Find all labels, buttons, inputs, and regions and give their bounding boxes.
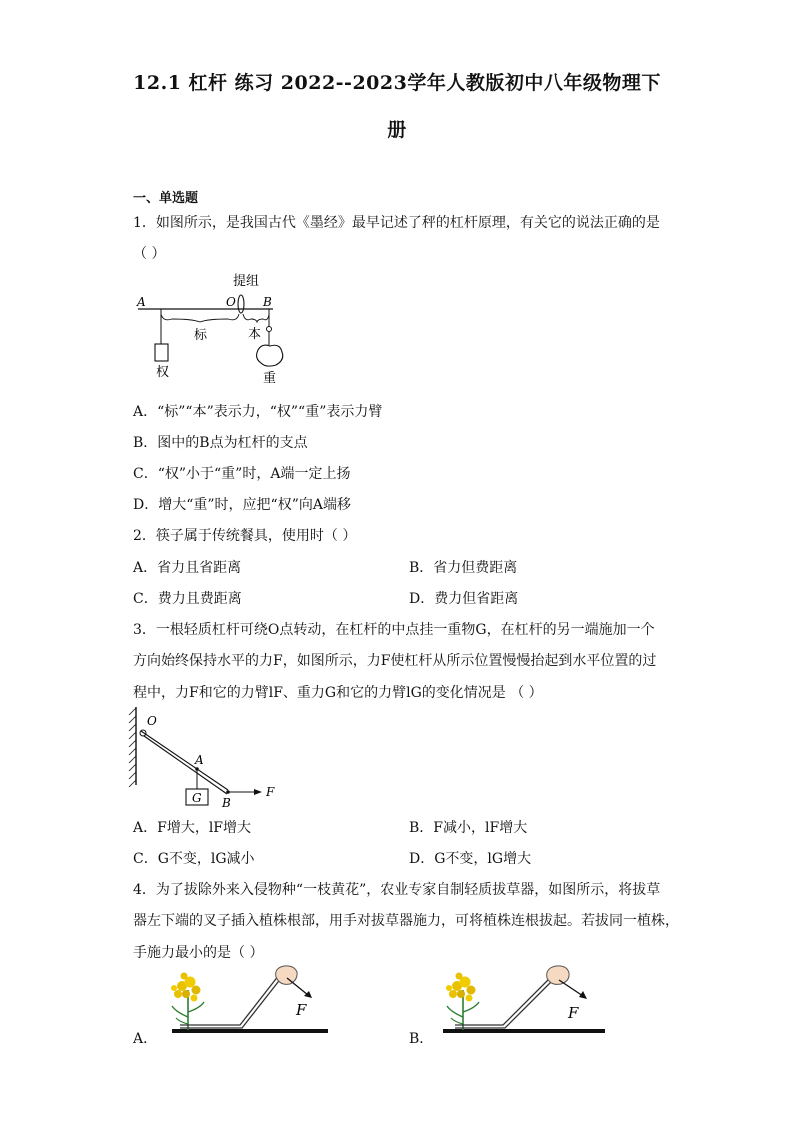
fig1-label-tizu: 提组: [233, 274, 260, 289]
fig1-counterweight: [155, 344, 168, 361]
goldenrod-plant: [171, 973, 204, 1031]
q1-steelyard-figure: [130, 270, 300, 388]
fig3-label-A: A: [195, 753, 204, 767]
fig3-label-F: F: [266, 785, 275, 799]
q4-stem: 4．为了拔除外来入侵物种“一枝黄花”，农业专家自制轻质拔草器，如图所示，将拔草: [133, 882, 661, 898]
q3-option-c: C．G不变，lG减小: [133, 851, 255, 867]
q1-option-c: C．“权”小于“重”时，A端一定上扬: [133, 466, 351, 482]
q4-option-a-label: A．: [133, 1031, 158, 1047]
force-arrow: [559, 980, 583, 996]
goldenrod-plant: [446, 973, 479, 1031]
q2-option-b: B．省力但费距离: [409, 560, 518, 576]
q4-option-b-figure: [435, 962, 610, 1042]
hand-icon: [276, 966, 297, 984]
section-heading: 一、单选题: [133, 191, 199, 206]
fig3-label-O: O: [147, 714, 157, 728]
q2-option-d: D．费力但省距离: [409, 591, 519, 607]
fig1-brace-ben: [243, 314, 269, 322]
q4-stem-cont: 器左下端的叉子插入植株根部，用手对拔草器施力，可将植株连根拔起。若拔同一植株，: [133, 913, 679, 929]
q1-option-d: D．增大“重”时，应把“权”向A端移: [133, 497, 351, 513]
q3-option-a: A．F增大，lF增大: [133, 820, 252, 836]
q3-option-b: B．F减小，lF增大: [409, 820, 528, 836]
fig1-label-ben: 本: [248, 327, 262, 342]
fig3-lever-bottom: [144, 736, 227, 794]
force-arrow: [287, 978, 308, 995]
q4-option-a-figure: [160, 962, 330, 1042]
q1-stem: 1．如图所示，是我国古代《墨经》最早记述了秤的杠杆原理，有关它的说法正确的是: [133, 215, 660, 231]
q2-stem: 2．筷子属于传统餐具，使用时（ ）: [133, 528, 357, 544]
q3-stem-cont2: 程中，力F和它的力臂lF、重力G和它的力臂lG的变化情况是 （ ）: [133, 685, 543, 701]
fig3-lever-top: [141, 731, 228, 790]
fig1-heavy-object: [257, 345, 283, 366]
q3-stem: 3．一根轻质杠杆可绕O点转动，在杠杆的中点挂一重物G，在杠杆的另一端施加一个: [133, 622, 655, 638]
fig1-label-B: B: [263, 295, 272, 309]
fig1-label-zhong: 重: [263, 371, 277, 386]
force-label: F: [568, 1004, 579, 1022]
fig1-lifting-cord: [238, 295, 244, 313]
q3-lever-figure: [125, 703, 285, 811]
q1-stem-cont: （ ）: [133, 246, 166, 262]
q4-option-b-label: B．: [409, 1031, 434, 1047]
q1-option-b: B．图中的B点为杠杆的支点: [133, 435, 308, 451]
q3-option-d: D．G不变，lG增大: [409, 851, 532, 867]
page-title-cont: 册: [387, 119, 407, 141]
page-title: 12.1 杠杆 练习 2022--2023学年人教版初中八年级物理下: [133, 72, 661, 94]
fig3-label-G: G: [192, 791, 202, 805]
fig1-brace-biao: [161, 314, 239, 322]
force-label: F: [296, 1001, 307, 1019]
fig3-label-B: B: [222, 796, 231, 810]
weeder-tool: [180, 977, 282, 1028]
q1-option-a: A．“标”“本”表示力，“权”“重”表示力臂: [133, 404, 383, 420]
fig1-label-biao: 标: [194, 328, 208, 343]
q2-option-a: A．省力且省距离: [133, 560, 242, 576]
q2-option-c: C．费力且费距离: [133, 591, 242, 607]
fig1-label-O: O: [226, 295, 236, 309]
fig1-label-A: A: [137, 295, 146, 309]
fig1-label-quan: 权: [156, 365, 170, 380]
hand-icon: [547, 966, 569, 985]
q3-stem-cont: 方向始终保持水平的力F，如图所示，力F使杠杆从所示位置慢慢抬起到水平位置的过: [133, 653, 657, 669]
q4-stem-cont2: 手施力最小的是（ ）: [133, 945, 264, 961]
